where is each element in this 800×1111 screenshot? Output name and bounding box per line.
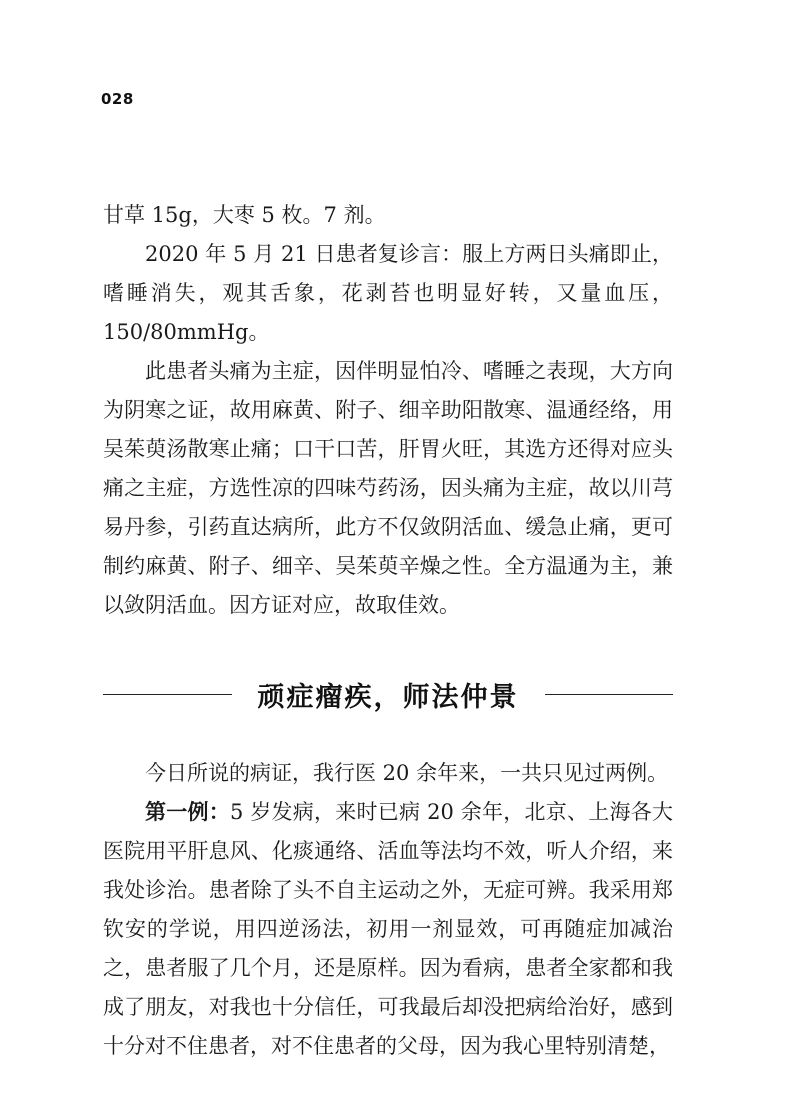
case-one-lead: 第一例： (145, 800, 230, 824)
heading-rule-right (545, 694, 674, 695)
page-number: 028 (101, 90, 134, 108)
section-heading-title: 顽症瘤疾，师法仲景 (257, 681, 519, 713)
heading-rule-left (103, 694, 232, 695)
paragraph-analysis: 此患者头痛为主症，因伴明显怕冷、嗜睡之表现，大方向为阴寒之证，故用麻黄、附子、细辛助阳散寒、温通经络，用吴茱萸汤散寒止痛；口干口苦，肝胃火旺，其选方还得对应头痛之主症，方选性凉的四味芍药汤，因头痛为主症，故以川芎易丹参，引药直达病所，此方不仅敛阴活血、缓急止痛，更可制约麻黄、附子、细辛、吴茱萸辛燥之性。全方温通为主，兼以敛阴活血。因方证对应，故取佳效。 (103, 359, 673, 617)
paragraph-prescription-end: 甘草 15g，大枣 5 枚。7 剂。 (103, 203, 386, 227)
section-heading (103, 668, 673, 720)
paragraph-intro: 今日所说的病证，我行医 20 余年来，一共只见过两例。 (145, 761, 669, 785)
body-text-top (103, 196, 673, 625)
paragraph-case-one (103, 793, 673, 1066)
paragraph-follow-up: 2020 年 5 月 21 日患者复诊言：服上方两日头痛即止，嗜睡消失，观其舌象，花剥苔也明显好转，又量血压，150/80mmHg。 (103, 242, 673, 344)
body-text-bottom (103, 754, 673, 1066)
case-one-text: 5 岁发病，来时已病 20 余年，北京、上海各大医院用平肝息风、化痰通络、活血等法均不效，听人介绍，来我处诊治。患者除了头不自主运动之外，无症可辨。我采用郑钦安的学说，用四逆汤法，初用一剂显效，可再随症加减治之，患者服了几个月，还是原样。因为看病，患者全家都和我成了朋友，对我也十分信任，可我最后却没把病给治好，感到十分对不住患者，对不住患者的父母，因为我心里特别清楚， (103, 800, 673, 1058)
